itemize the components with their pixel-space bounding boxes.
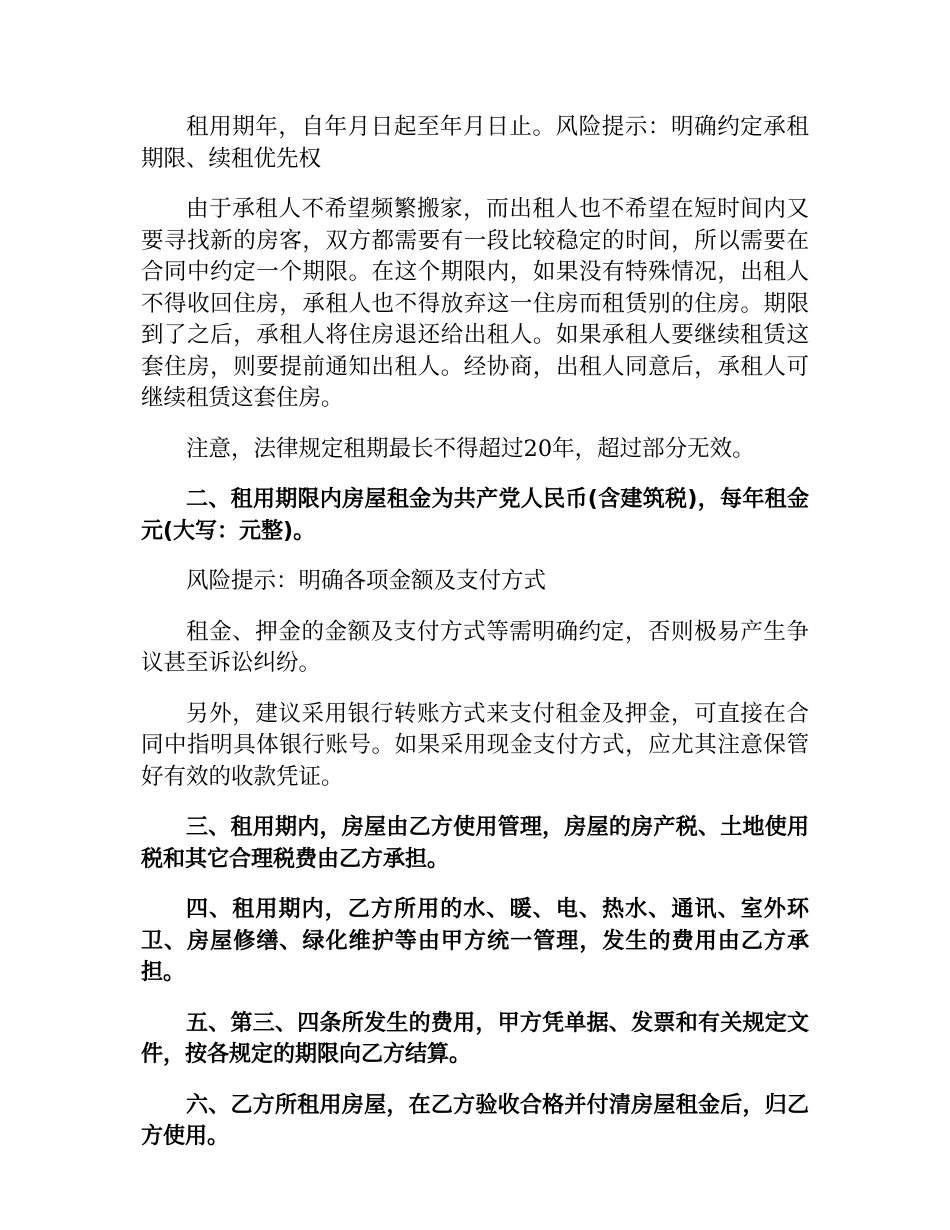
- clause-4-utilities: 四、租用期内，乙方所用的水、暖、电、热水、通讯、室外环卫、房屋修缮、绿化维护等由甲方统一管理，发生的费用由乙方承担。: [141, 897, 809, 985]
- paragraph-lease-stability: 由于承租人不希望频繁搬家，而出租人也不希望在短时间内又要寻找新的房客，双方都需要有一段比较稳定的时间，所以需要在合同中约定一个期限。在这个期限内，如果没有特殊情况，出租人不得收回住房，承租人也不得放弃这一住房而租赁别的住房。期限到了之后，承租人将住房退还给出租人。如果承租人要继续租赁这套住房，则要提前通知出租人。经协商，出租人同意后，承租人可继续租赁这套住房。: [141, 196, 809, 411]
- paragraph-payment-risk: 风险提示：明确各项金额及支付方式: [186, 568, 547, 594]
- clause-3-management: 三、租用期内，房屋由乙方使用管理，房屋的房产税、土地使用税和其它合理税费由乙方承担。: [141, 815, 809, 872]
- clause-5-settlement: 五、第三、四条所发生的费用，甲方凭单据、发票和有关规定文件，按各规定的期限向乙方结算。: [141, 1010, 809, 1067]
- document-page: [141, 112, 809, 1172]
- paragraph-payment-terms: 租金、押金的金额及支付方式等需明确约定，否则极易产生争议甚至诉讼纠纷。: [141, 618, 809, 676]
- paragraph-bank-transfer: 另外，建议采用银行转账方式来支付租金及押金，可直接在合同中指明具体银行账号。如果采用现金支付方式，应尤其注意保管好有效的收款凭证。: [141, 700, 809, 790]
- clause-2-rent: 二、租用期限内房屋租金为共产党人民币(含建筑税)，每年租金元(大写：元整)。: [141, 487, 809, 544]
- clause-6-use: 六、乙方所租用房屋，在乙方验收合格并付清房屋租金后，归乙方使用。: [141, 1092, 809, 1149]
- paragraph-max-term-note: 注意，法律规定租期最长不得超过20年，超过部分无效。: [186, 435, 755, 462]
- paragraph-lease-term: 租用期年，自年月日起至年月日止。风险提示：明确约定承租期限、续租优先权: [141, 114, 809, 172]
